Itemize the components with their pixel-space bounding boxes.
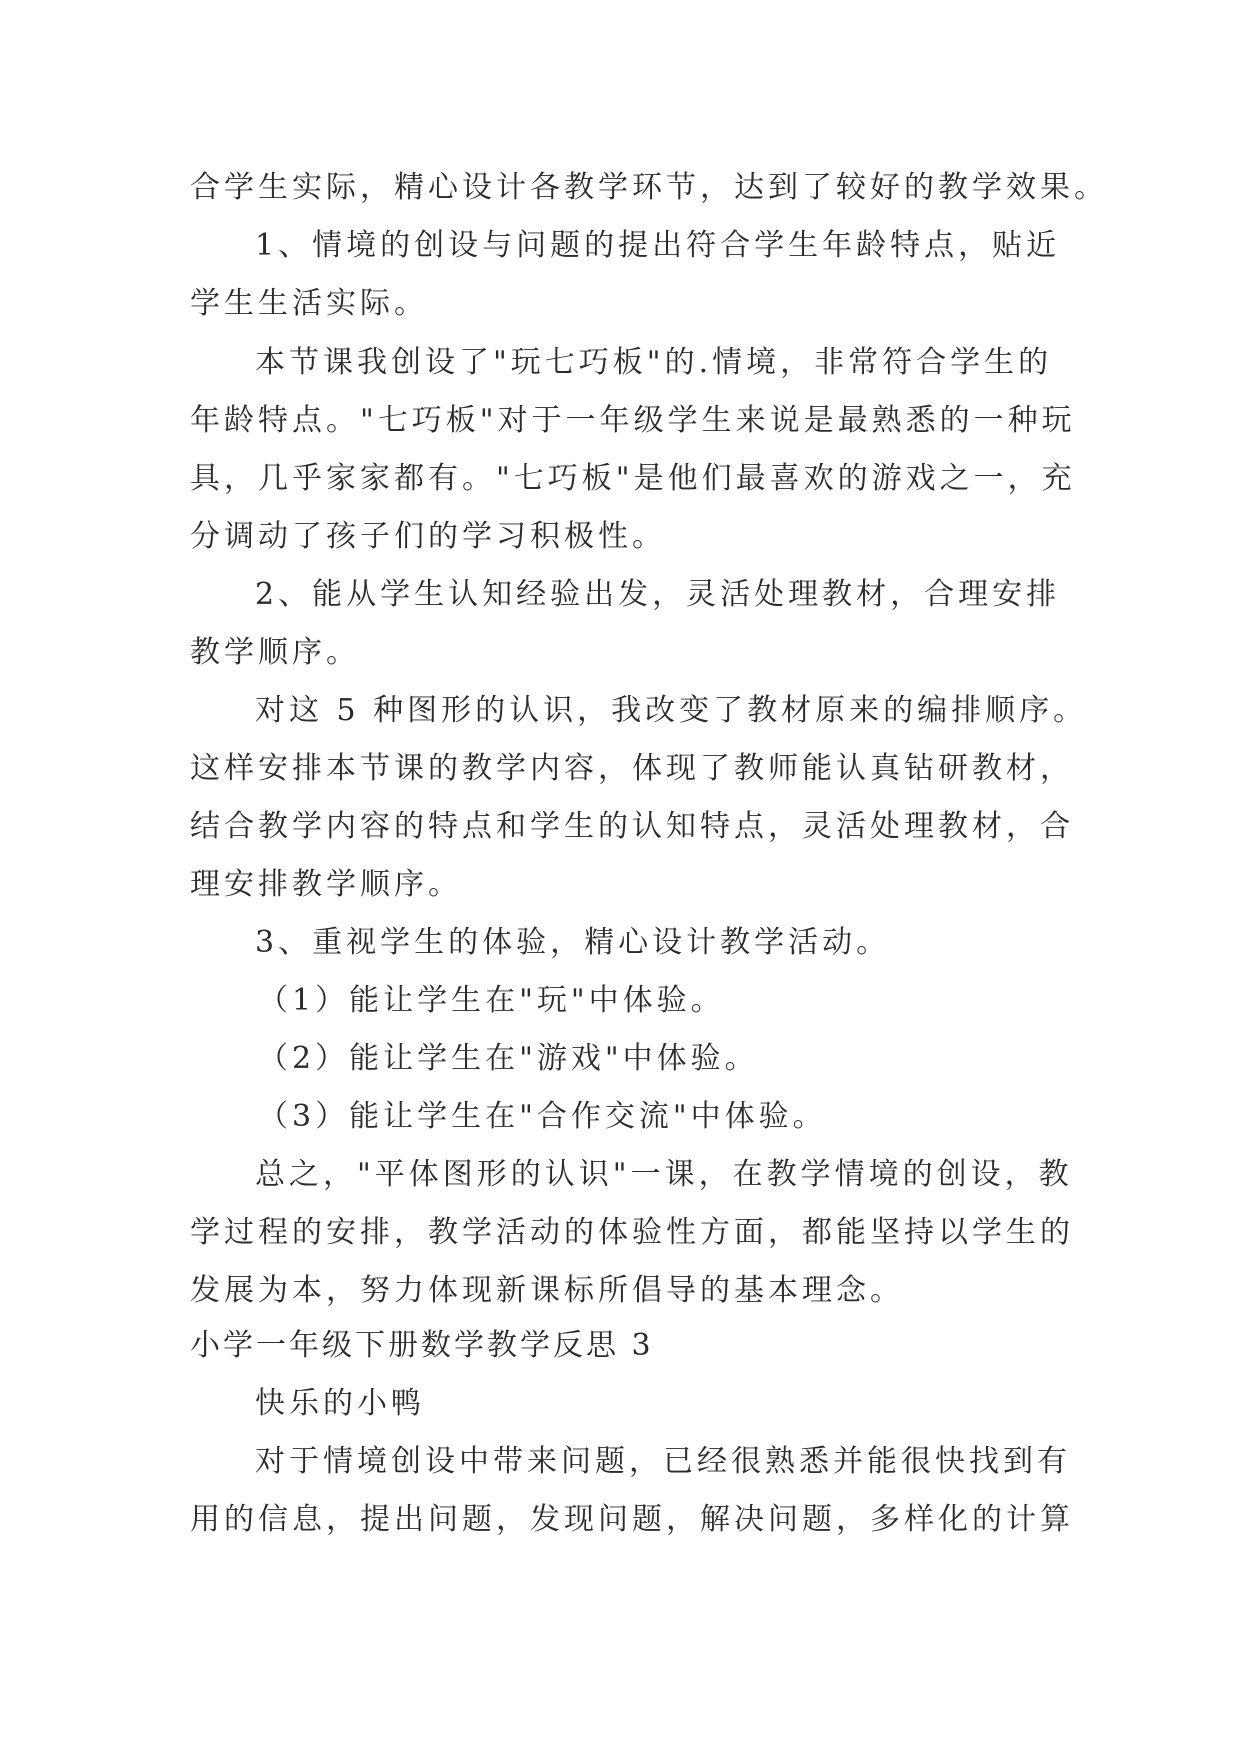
text-line: 合学生实际，精心设计各教学环节，达到了较好的教学效果。 (190, 170, 1108, 205)
text-line: 本节课我创设了"玩七巧板"的.情境，非常符合学生的 (255, 345, 1053, 380)
subsection-title: 快乐的小鸭 (255, 1386, 425, 1421)
text-line: 1、情境的创设与问题的提出符合学生年龄特点，贴近 (255, 228, 1061, 263)
text-line: 3、重视学生的体验，精心设计教学活动。 (255, 925, 891, 960)
text-line: 学过程的安排，教学活动的体验性方面，都能坚持以学生的 (190, 1215, 1074, 1250)
text-line: 对于情境创设中带来问题，已经很熟悉并能很快找到有 (255, 1444, 1071, 1479)
text-line: 对这 5 种图形的认识，我改变了教材原来的编排顺序。 (255, 693, 1088, 728)
list-item: （3）能让学生在"合作交流"中体验。 (258, 1099, 827, 1134)
text-line: 发展为本，努力体现新课标所倡导的基本理念。 (190, 1273, 904, 1308)
text-line: 结合教学内容的特点和学生的认知特点，灵活处理教材，合 (190, 809, 1074, 844)
text-line: 年龄特点。"七巧板"对于一年级学生来说是最熟悉的一种玩 (190, 403, 1076, 438)
text-line: 总之，"平体图形的认识"一课，在教学情境的创设，教 (255, 1157, 1073, 1192)
text-line: 2、能从学生认知经验出发，灵活处理教材，合理安排 (255, 577, 1061, 612)
section-heading: 小学一年级下册数学教学反思 3 (190, 1328, 654, 1363)
text-line: 教学顺序。 (190, 635, 360, 670)
text-line: 具，几乎家家都有。"七巧板"是他们最喜欢的游戏之一，充 (190, 461, 1076, 496)
text-line: 理安排教学顺序。 (190, 867, 462, 902)
text-line: 分调动了孩子们的学习积极性。 (190, 519, 666, 554)
list-item: （1）能让学生在"玩"中体验。 (258, 983, 725, 1018)
text-line: 学生生活实际。 (190, 286, 428, 321)
text-line: 用的信息，提出问题，发现问题，解决问题，多样化的计算 (190, 1502, 1074, 1537)
text-line: 这样安排本节课的教学内容，体现了教师能认真钻研教材， (190, 751, 1074, 786)
list-item: （2）能让学生在"游戏"中体验。 (258, 1041, 759, 1076)
